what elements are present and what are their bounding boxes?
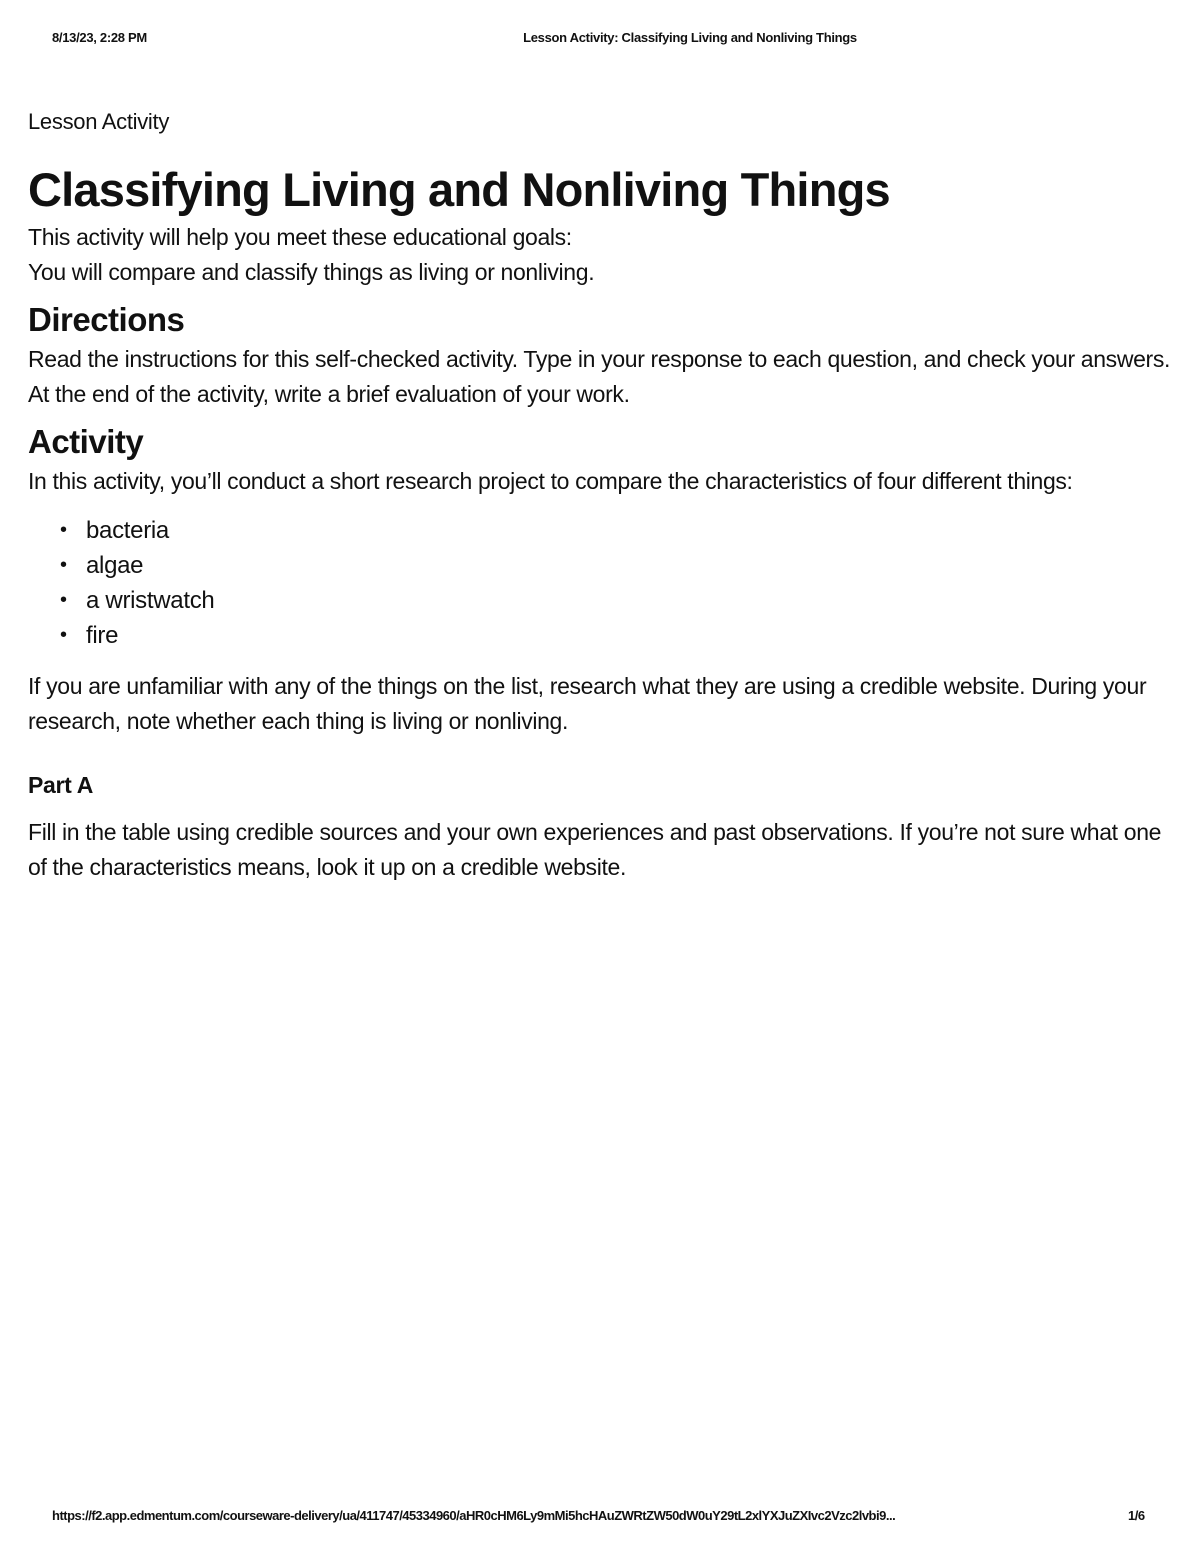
goals-intro: This activity will help you meet these educational goals: (28, 224, 572, 250)
bullet-icon: • (60, 554, 67, 576)
bullet-icon: • (60, 624, 67, 646)
directions-heading: Directions (28, 301, 185, 338)
part-a-text: Fill in the table using credible sources and your own experiences and past observations. If you’re not sure what one of the characteristics means, look it up on a credible website. (28, 819, 1162, 880)
print-date: 8/13/23, 2:28 PM (52, 30, 147, 45)
bullet-icon: • (60, 519, 67, 541)
activity-heading: Activity (28, 423, 144, 460)
list-item (28, 618, 1178, 653)
print-url: https://f2.app.edmentum.com/courseware-delivery/ua/411747/45334960/aHR0cHM6Ly9mMi5hcHAuZWRtZW50dW0uY29tL2xlYXJuZXIvc2Vzc2lvbi9... (52, 1508, 896, 1523)
part-a-heading: Part A (28, 772, 94, 798)
print-page-title: Lesson Activity: Classifying Living and Nonliving Things (523, 30, 857, 45)
list-item-text: bacteria (86, 517, 169, 544)
list-item-text: algae (86, 552, 144, 579)
list-item (28, 513, 1178, 548)
lesson-content (28, 106, 1178, 885)
directions-text: Read the instructions for this self-checked activity. Type in your response to each question, and check your answers. At the end of the activity, write a brief evaluation of your work. (28, 346, 1171, 407)
activity-intro: In this activity, you’ll conduct a short research project to compare the characteristics of four different things: (28, 468, 1073, 494)
page-number: 1/6 (1128, 1508, 1145, 1523)
list-item-text: fire (86, 622, 119, 649)
list-item (28, 583, 1178, 618)
list-item (28, 548, 1178, 583)
print-footer (52, 1508, 1152, 1528)
lesson-title: Classifying Living and Nonliving Things (28, 163, 890, 216)
lesson-kicker: Lesson Activity (28, 109, 170, 134)
print-header (0, 30, 1200, 50)
bullet-icon: • (60, 589, 67, 611)
list-item-text: a wristwatch (86, 587, 215, 614)
activity-followup: If you are unfamiliar with any of the things on the list, research what they are using a credible website. During your research, note whether each thing is living or nonliving. (28, 673, 1147, 734)
goal-text: You will compare and classify things as living or nonliving. (28, 259, 595, 285)
items-list (28, 513, 1178, 653)
